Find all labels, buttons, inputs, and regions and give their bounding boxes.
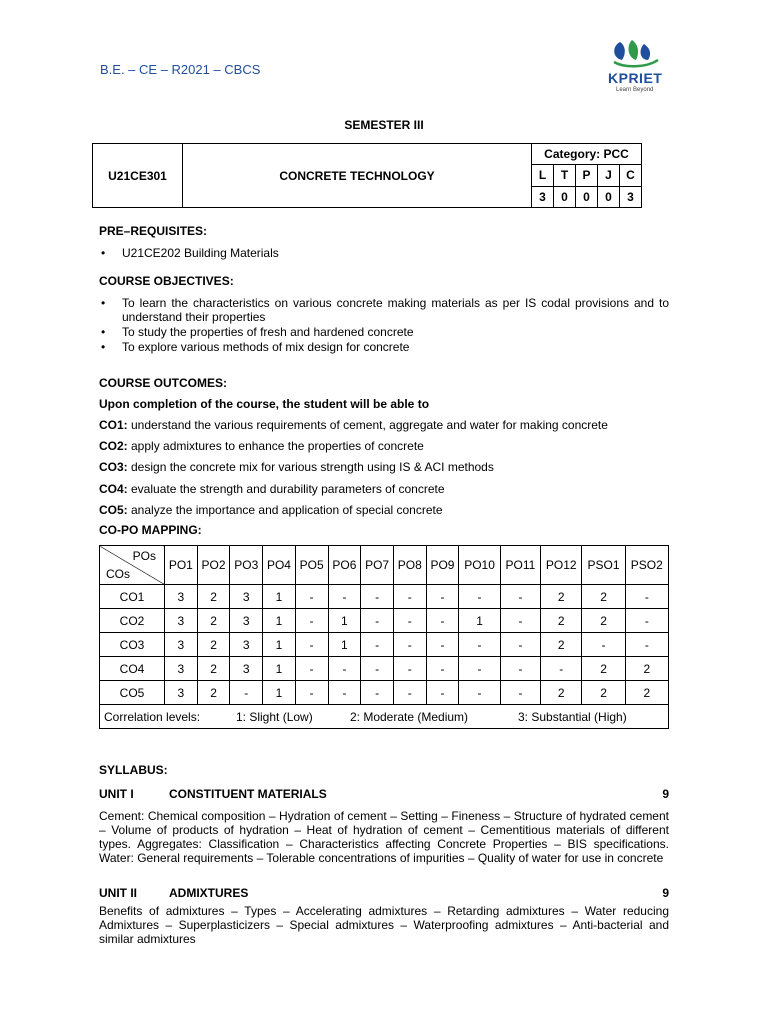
po-column-header: PO9 (426, 546, 459, 585)
outcome-item (99, 482, 445, 496)
mapping-cell: - (500, 609, 540, 633)
mapping-cell: - (295, 609, 328, 633)
ltp-label: P (576, 165, 598, 186)
mapping-cell: - (459, 657, 500, 681)
mapping-cell: 1 (263, 657, 296, 681)
correlation-levels (100, 705, 669, 729)
mapping-cell: - (295, 657, 328, 681)
corner-cos-label: COs (106, 567, 130, 581)
logo-name: KPRIET (608, 70, 663, 86)
mapping-cell: 1 (328, 609, 361, 633)
course-info-table (92, 143, 642, 208)
ltp-value: 3 (620, 186, 642, 207)
mapping-cell: - (295, 681, 328, 705)
unit-heading (99, 787, 669, 801)
mapping-cell: - (426, 657, 459, 681)
list-item: • To explore various methods of mix design for concrete (99, 340, 669, 354)
mapping-cell: 3 (230, 609, 263, 633)
mapping-cell: - (328, 657, 361, 681)
mapping-cell: 2 (541, 633, 582, 657)
mapping-cell: 1 (263, 609, 296, 633)
outcome-id: CO3: (99, 460, 128, 474)
outcome-id: CO5: (99, 503, 128, 517)
outcome-id: CO4: (99, 482, 128, 496)
list-item: • To learn the characteristics on various concrete making materials as per IS codal provisions and to understand their properties (99, 296, 669, 324)
mapping-cell: - (426, 609, 459, 633)
mapping-cell: - (500, 585, 540, 609)
mapping-cell: 2 (625, 657, 668, 681)
po-column-header: PO12 (541, 546, 582, 585)
mapping-cell: - (500, 681, 540, 705)
ltp-value: 3 (532, 186, 554, 207)
co-po-mapping-table (99, 545, 669, 729)
correlation-moderate: 2: Moderate (Medium) (350, 709, 469, 724)
course-code: U21CE301 (93, 144, 183, 208)
po-column-header: PO4 (263, 546, 296, 585)
po-column-header: PO3 (230, 546, 263, 585)
co-label: CO3 (100, 633, 165, 657)
logo-tagline: Learn Beyond (616, 87, 654, 93)
unit-title: CONSTITUENT MATERIALS (169, 787, 327, 801)
mapping-cell: 2 (197, 657, 230, 681)
mapping-cell: - (361, 609, 394, 633)
mapping-cell: 3 (165, 681, 198, 705)
mapping-cell: 2 (197, 585, 230, 609)
outcome-text: design the concrete mix for various strength using IS & ACI methods (127, 460, 494, 474)
mapping-cell: - (328, 681, 361, 705)
ltp-value: 0 (576, 186, 598, 207)
mapping-cell: - (393, 633, 426, 657)
mapping-cell: - (361, 681, 394, 705)
outcome-text: analyze the importance and application of special concrete (127, 503, 443, 517)
mapping-cell: - (459, 633, 500, 657)
mapping-cell: 1 (263, 681, 296, 705)
mapping-cell: - (393, 681, 426, 705)
outcome-item (99, 460, 494, 474)
semester-title: SEMESTER III (344, 118, 424, 132)
mapping-cell: - (328, 585, 361, 609)
po-column-header: PO7 (361, 546, 394, 585)
mapping-cell: - (459, 585, 500, 609)
table-row (100, 585, 669, 609)
outcome-text: apply admixtures to enhance the properties of concrete (127, 439, 424, 453)
mapping-cell: 3 (230, 585, 263, 609)
course-category: Category: PCC (532, 144, 642, 165)
mapping-cell: 1 (328, 633, 361, 657)
mapping-cell: - (393, 585, 426, 609)
mapping-cell: - (361, 657, 394, 681)
unit-content: Cement: Chemical composition – Hydration of cement – Setting – Fineness – Structure of hydrated cement – Volume of products of hydration – Heat of hydration of cement – Cementitious materials of different types. Aggregates: Classification – Characteristics affecting Concrete Properties – BIS specifications. Water: General requirements – Tolerable concentrations of impurities – Quality of water for use in concrete (99, 809, 669, 865)
co-label: CO2 (100, 609, 165, 633)
outcomes-intro: Upon completion of the course, the student will be able to (99, 397, 430, 411)
table-row (100, 681, 669, 705)
mapping-heading: CO-PO MAPPING: (99, 523, 202, 537)
list-item: • U21CE202 Building Materials (99, 246, 669, 260)
po-column-header: PO5 (295, 546, 328, 585)
mapping-cell: 2 (582, 657, 625, 681)
mapping-cell: 3 (165, 657, 198, 681)
outcome-item (99, 503, 443, 517)
ltp-label: C (620, 165, 642, 186)
po-column-header: PO6 (328, 546, 361, 585)
mapping-cell: 2 (197, 681, 230, 705)
outcome-id: CO2: (99, 439, 128, 453)
table-row (100, 633, 669, 657)
unit-title: ADMIXTURES (169, 886, 249, 900)
mapping-cell: - (361, 585, 394, 609)
mapping-cell: 3 (230, 633, 263, 657)
outcome-text: understand the various requirements of cement, aggregate and water for making concrete (127, 418, 608, 432)
correlation-slight: 1: Slight (Low) (236, 709, 313, 724)
unit-number: UNIT II (99, 886, 137, 900)
mapping-cell: - (459, 681, 500, 705)
objectives-list (99, 296, 669, 354)
mapping-cell: - (500, 633, 540, 657)
table-row (100, 609, 669, 633)
mapping-cell: - (541, 657, 582, 681)
ltp-label: T (554, 165, 576, 186)
outcome-item (99, 439, 424, 453)
mapping-cell: 2 (582, 609, 625, 633)
co-label: CO1 (100, 585, 165, 609)
mapping-cell: 2 (541, 609, 582, 633)
course-title: CONCRETE TECHNOLOGY (183, 144, 532, 208)
syllabus-heading: SYLLABUS: (99, 763, 168, 777)
mapping-cell: - (426, 633, 459, 657)
mapping-cell: 2 (541, 681, 582, 705)
mapping-cell: 2 (197, 609, 230, 633)
correlation-substantial: 3: Substantial (High) (518, 709, 627, 724)
mapping-cell: 2 (582, 585, 625, 609)
mapping-cell: 3 (165, 633, 198, 657)
mapping-cell: - (625, 633, 668, 657)
co-label: CO5 (100, 681, 165, 705)
co-label: CO4 (100, 657, 165, 681)
ltp-value: 0 (554, 186, 576, 207)
mapping-cell: - (625, 609, 668, 633)
mapping-cell: - (295, 585, 328, 609)
mapping-cell: 3 (165, 609, 198, 633)
po-column-header: PSO2 (625, 546, 668, 585)
outcomes-heading: COURSE OUTCOMES: (99, 376, 228, 390)
ltp-label: L (532, 165, 554, 186)
po-column-header: PO11 (500, 546, 540, 585)
outcome-item (99, 418, 608, 432)
corner-cell (100, 546, 165, 585)
mapping-cell: 2 (541, 585, 582, 609)
outcome-id: CO1: (99, 418, 128, 432)
mapping-cell: 2 (197, 633, 230, 657)
table-row (100, 657, 669, 681)
po-column-header: PO10 (459, 546, 500, 585)
corner-pos-label: POs (132, 549, 156, 563)
ltp-label: J (598, 165, 620, 186)
unit-hours: 9 (662, 787, 669, 801)
mapping-cell: - (393, 657, 426, 681)
objectives-heading: COURSE OBJECTIVES: (99, 274, 234, 288)
prerequisites-heading: PRE–REQUISITES: (99, 224, 208, 238)
mapping-cell: - (361, 633, 394, 657)
mapping-cell: - (625, 585, 668, 609)
mapping-cell: 1 (263, 633, 296, 657)
mapping-cell: - (230, 681, 263, 705)
mapping-cell: - (500, 657, 540, 681)
prerequisites-list (99, 246, 669, 260)
unit-content: Benefits of admixtures – Types – Accelerating admixtures – Retarding admixtures – Water reducing Admixtures – Superplasticizers – Special admixtures – Waterproofing admixtures – Anti-bacterial and similar admixtures (99, 904, 669, 946)
program-header: B.E. – CE – R2021 – CBCS (100, 62, 261, 77)
correlation-label: Correlation levels: (104, 709, 201, 724)
mapping-cell: 2 (625, 681, 668, 705)
mapping-cell: 2 (582, 681, 625, 705)
mapping-cell: 3 (230, 657, 263, 681)
ltp-value: 0 (598, 186, 620, 207)
mapping-cell: - (426, 585, 459, 609)
unit-number: UNIT I (99, 787, 134, 801)
po-column-header: PSO1 (582, 546, 625, 585)
mapping-cell: 3 (165, 585, 198, 609)
unit-hours: 9 (662, 886, 669, 900)
mapping-cell: - (295, 633, 328, 657)
po-column-header: PO1 (165, 546, 198, 585)
mapping-cell: - (582, 633, 625, 657)
list-item: • To study the properties of fresh and hardened concrete (99, 325, 669, 339)
outcome-text: evaluate the strength and durability parameters of concrete (127, 482, 445, 496)
mapping-cell: 1 (459, 609, 500, 633)
mapping-cell: 1 (263, 585, 296, 609)
po-column-header: PO2 (197, 546, 230, 585)
unit-heading (99, 886, 669, 900)
mapping-cell: - (393, 609, 426, 633)
mapping-cell: - (426, 681, 459, 705)
po-column-header: PO8 (393, 546, 426, 585)
